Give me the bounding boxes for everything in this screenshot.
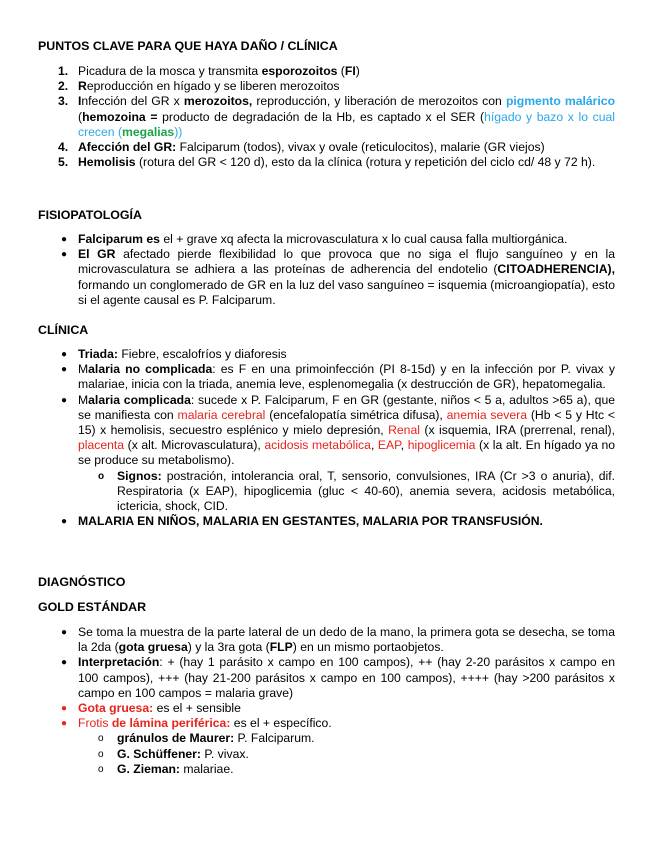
list-item: 4. Afección del GR: Falciparum (todos), vivax y ovale (reticulocitos), malarie (GR viejos) (58, 140, 545, 155)
item-number: 1. (58, 64, 69, 78)
list-item: ● Se toma la muestra de la parte lateral de un dedo de la mano, la primera gota se desecha, se toma la 2da (gota gruesa) y la 3ra gota (FLP) en un mismo portaobjetos. (61, 625, 615, 655)
list-item: 2. Reproducción en hígado y se liberen merozoitos (58, 79, 340, 94)
bullet-icon: ● (61, 516, 68, 528)
sub-list-item: o gránulos de Maurer: P. Falciparum. (98, 731, 315, 746)
item-number: 4. (58, 140, 69, 155)
bullet-icon: ● (61, 234, 68, 245)
bullet-icon: ● (61, 657, 68, 669)
list-item: ● MALARIA EN NIÑOS, MALARIA EN GESTANTES, MALARIA POR TRANSFUSIÓN. (61, 514, 543, 529)
bullet-icon: ● (61, 349, 68, 360)
list-item: 3. Infección del GR x merozoitos, reproducción, y liberación de merozoitos con pigmento malárico (hemozoina = producto de degradación de la Hb, es captado x el SER (hígado y bazo x lo cual crecen (megalias)) (58, 94, 616, 139)
gold-estandar-list (0, 625, 655, 777)
sub-bullet-icon: o (98, 470, 105, 482)
list-item: ● Triada: Fiebre, escalofríos y diaforesis (61, 347, 287, 361)
list-item: ● Frotis de lámina periférica: es el + específico. (61, 716, 332, 731)
bullet-icon: ● (61, 249, 68, 261)
list-item: ● El GR afectado pierde flexibilidad lo que provoca que no siga el flujo sanguíneo y en la microvasculatura se adhiera a las proteínas de adherencia del endotelio (CITOADHERENCIA), formando un conglomerado de GR en la luz del vaso sanguíneo = isquemia (microangiopatía), esto si el agente causal es P. Falciparum. (61, 247, 616, 307)
heading-fisiopatologia: FISIOPATOLOGÍA (38, 208, 142, 222)
bullet-icon: ● (61, 364, 68, 376)
heading-gold-estandar: GOLD ESTÁNDAR (38, 600, 147, 614)
sub-bullet-icon: o (98, 748, 104, 760)
heading-clinica: CLÍNICA (38, 323, 89, 337)
item-number: 2. (58, 79, 69, 94)
bullet-icon: ● (61, 627, 68, 638)
heading-diagnostico: DIAGNÓSTICO (38, 575, 126, 589)
heading-puntos-clave: PUNTOS CLAVE PARA QUE HAYA DAÑO / CLÍNICA (38, 39, 338, 53)
clinica-list (0, 347, 655, 529)
list-item: 5. Hemolisis (rotura del GR < 120 d), esto da la clínica (rotura y repetición del ciclo cd/ 48 y 72 h). (58, 155, 596, 170)
sub-list-item: o G. Zieman: malariae. (98, 761, 234, 776)
item-number: 5. (58, 155, 69, 170)
sub-list-item: o Signos: postración, intolerancia oral, T, sensorio, convulsiones, IRA (Cr >3 o anuria), dif. Respiratoria (x EAP), hipoglicemia (gluc < 40-60), anemia severa, acidosis metabólica, ictericia, shock, CID. (98, 468, 615, 514)
list-item: ● Gota gruesa: es el + sensible (61, 701, 241, 716)
sub-bullet-icon: o (98, 763, 104, 775)
bullet-icon: ● (61, 718, 68, 730)
sub-bullet-icon: o (98, 733, 104, 745)
fisiopatologia-list (0, 232, 655, 308)
bullet-icon: ● (61, 394, 68, 406)
list-item: ● Malaria no complicada: es F en una primoinfección (PI 8-15d) y en la infección por P. vivax y malariae, inicia con la triada, anemia leve, esplenomegalia (x destrucción de GR), hepatomegalia. (61, 362, 615, 392)
list-item: ● Interpretación: + (hay 1 parásito x campo en 100 campos), ++ (hay 2-20 parásitos x campo en 100 campos), +++ (hay 21-200 parásitos x campo en 100 campos), ++++ (hay >200 parásitos x campo en 100 campos = malaria grave) (61, 655, 615, 700)
bullet-icon: ● (61, 703, 68, 715)
list-item: ● Falciparum es el + grave xq afecta la microvasculatura x lo cual causa falla multiorgánica. (61, 232, 568, 246)
sub-list-item: o G. Schüffener: P. vivax. (98, 746, 249, 761)
puntos-clave-list (0, 64, 655, 170)
item-number: 3. (58, 94, 69, 109)
list-item: ● Malaria complicada: sucede x P. Falciparum, F en GR (gestante, niños < 5 a, adultos >65 a), que se manifiesta con malaria cerebral (encefalopatía simétrica difusa), anemia severa (Hb < 5 y Htc < 15) x hemolisis, secuestro esplénico y mielo depresión, Renal (x isquemia, IRA (prerrenal, renal), placenta (x alt. Microvasculatura), acidosis metabólica, EAP, hipoglicemia (x la alt. En hígado ya no se produce su metabolismo). (61, 392, 616, 468)
list-item: 1. Picadura de la mosca y transmita esporozoitos (FI) (58, 64, 360, 78)
